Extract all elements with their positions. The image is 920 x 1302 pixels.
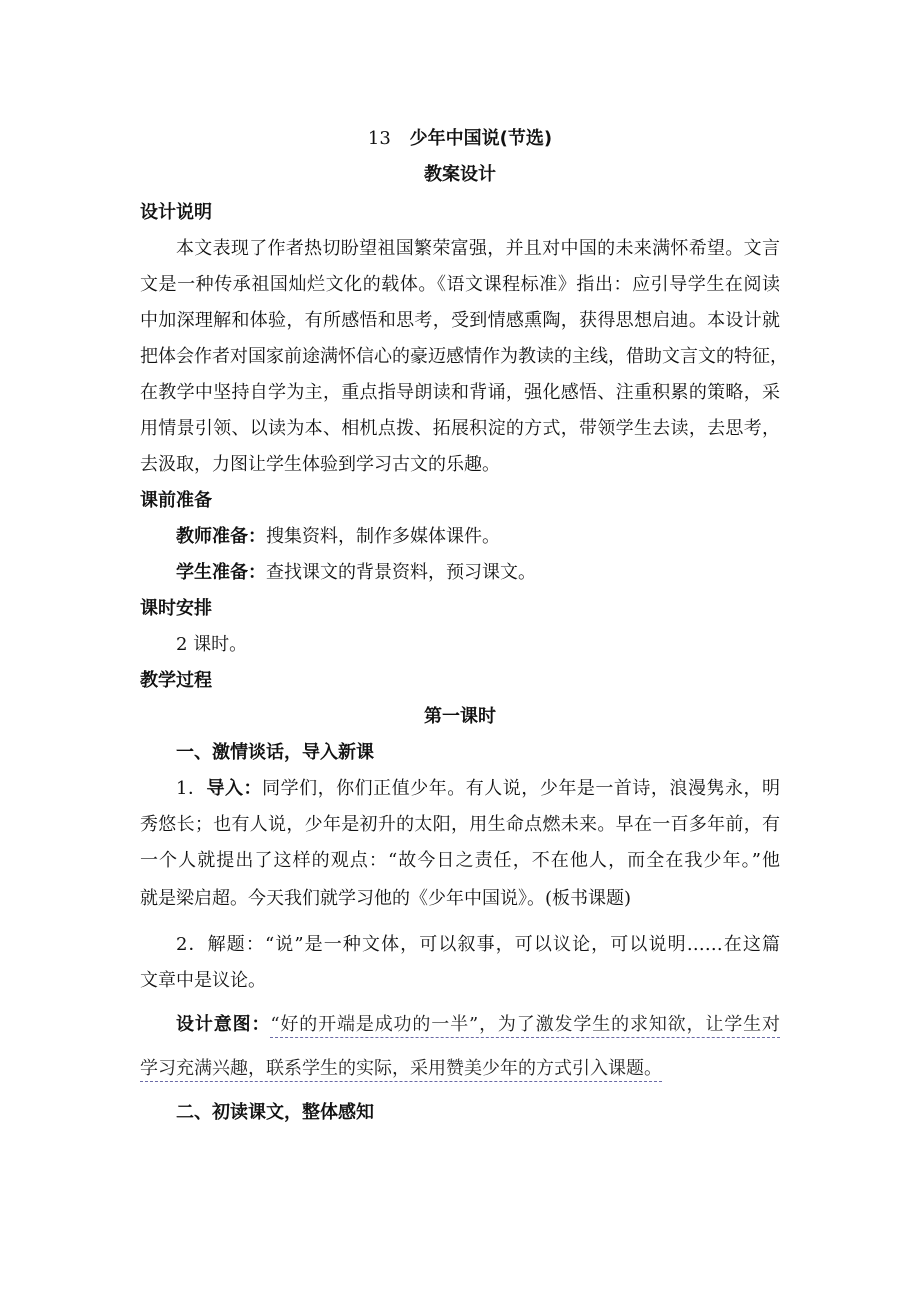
item1-text: 同学们，你们正值少年。有人说，少年是一首诗，浪漫隽永，明 (262, 778, 781, 799)
lesson-number: 13 (367, 128, 391, 149)
teacher-prep (176, 526, 500, 548)
lesson-title (0, 128, 920, 150)
design-note-line: 文是一种传承祖国灿烂文化的载体。《语文课程标准》指出：应引导学生在阅读 (140, 274, 780, 295)
item1-line: 就是梁启超。今天我们就学习他的《少年中国说》。(板书课题) (140, 888, 632, 909)
design-intent-line (140, 1058, 662, 1080)
schedule-text: 2 课时。 (176, 634, 248, 655)
design-note-line: 用情景引领、以读为本、相机点拨、拓展积淀的方式，带领学生去读，去思考， (140, 418, 780, 439)
student-prep-text: 查找课文的背景资料，预习课文。 (266, 562, 536, 583)
design-note-heading: 设计说明 (140, 202, 212, 223)
design-note-line: 中加深理解和体验，有所感悟和思考，受到情感熏陶，获得思想启迪。本设计就 (140, 310, 780, 331)
prep-heading: 课前准备 (140, 490, 212, 511)
item1-label: 导入： (206, 778, 263, 799)
design-note-line: 本文表现了作者热切盼望祖国繁荣富强，并且对中国的未来满怀希望。文言 (176, 238, 780, 259)
student-prep-label: 学生准备： (176, 562, 266, 583)
item1-line: 秀悠长；也有人说，少年是初升的太阳，用生命点燃未来。早在一百多年前，有 (140, 814, 780, 835)
design-intent-text: 学习充满兴趣，联系学生的实际，采用赞美少年的方式引入课题。 (140, 1058, 662, 1082)
first-period-heading: 第一课时 (424, 706, 496, 727)
item2-line: 2．解题：“说”是一种文体，可以叙事，可以议论，可以说明……在这篇 (176, 934, 780, 955)
design-intent-label: 设计意图： (176, 1014, 271, 1035)
part1-heading: 一、激情谈话，导入新课 (176, 742, 374, 763)
page-subtitle: 教案设计 (424, 164, 496, 185)
item1-line: 一个人就提出了这样的观点：“故今日之责任，不在他人，而全在我少年。”他 (140, 850, 780, 871)
schedule-heading: 课时安排 (140, 598, 212, 619)
design-intent-line (176, 1014, 780, 1036)
item2-line: 文章中是议论。 (140, 970, 266, 991)
item1-number: 1． (176, 778, 207, 799)
item1-line (176, 778, 780, 800)
design-note-line: 把体会作者对国家前途满怀信心的豪迈感情作为教读的主线，借助文言文的特征， (140, 346, 788, 367)
design-note-line: 在教学中坚持自学为主，重点指导朗读和背诵，强化感悟、注重积累的策略，采 (140, 382, 780, 403)
design-note-line: 去汲取，力图让学生体验到学习古文的乐趣。 (140, 454, 500, 475)
student-prep (176, 562, 536, 584)
lesson-title-text: 少年中国说(节选) (409, 128, 553, 149)
design-intent-text: “好的开端是成功的一半”，为了激发学生的求知欲，让学生对 (270, 1014, 780, 1038)
teacher-prep-text: 搜集资料，制作多媒体课件。 (266, 526, 500, 547)
part2-heading: 二、初读课文，整体感知 (176, 1102, 374, 1123)
teacher-prep-label: 教师准备： (176, 526, 266, 547)
process-heading: 教学过程 (140, 670, 212, 691)
